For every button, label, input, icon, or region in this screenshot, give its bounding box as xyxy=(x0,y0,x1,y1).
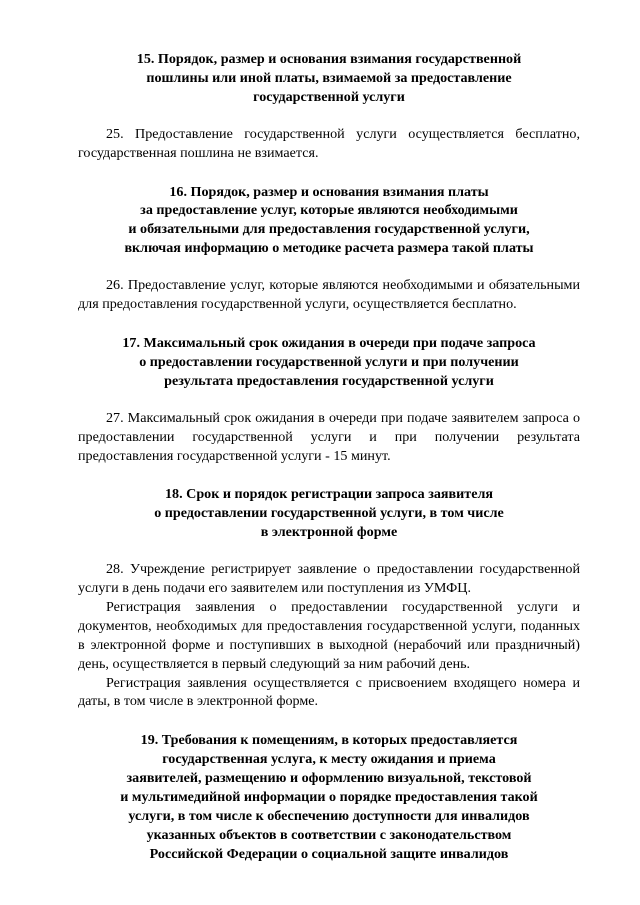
document-page xyxy=(78,50,580,864)
heading-line: 19. Требования к помещениям, в которых предоставляется xyxy=(140,732,518,749)
section-heading xyxy=(78,334,580,391)
heading-line: пошлины или иной платы, взимаемой за предоставление xyxy=(146,69,512,86)
heading-line: 18. Срок и порядок регистрации запроса заявителя xyxy=(165,486,493,503)
section-heading xyxy=(78,50,580,107)
paragraph: 27. Максимальный срок ожидания в очереди при подаче заявителем запроса о предоставлении государственной услуги и при получении результата предоставления государственной услуги - 15 минут. xyxy=(78,409,580,464)
heading-line: о предоставлении государственной услуги, в том числе xyxy=(154,505,504,522)
heading-line: Российской Федерации о социальной защите инвалидов xyxy=(149,845,509,862)
section-heading xyxy=(78,731,580,863)
paragraph: 26. Предоставление услуг, которые являются необходимыми и обязательными для предоставления государственной услуги, осуществляется бесплатно. xyxy=(78,277,580,313)
heading-line: указанных объектов в соответствии с законодательством xyxy=(146,826,512,843)
heading-line: и обязательными для предоставления государственной услуги, xyxy=(128,221,530,238)
heading-line: 17. Максимальный срок ожидания в очереди при подаче запроса xyxy=(122,334,536,351)
heading-line: государственная услуга, к месту ожидания и приема xyxy=(162,751,496,768)
heading-line: услуги, в том числе к обеспечению доступности для инвалидов xyxy=(128,808,530,824)
heading-line: результата предоставления государственной услуги xyxy=(164,372,494,389)
section-heading xyxy=(78,183,580,259)
heading-line: включая информацию о методике расчета размера такой платы xyxy=(124,240,534,257)
heading-line: в электронной форме xyxy=(260,524,398,541)
heading-line: заявителей, размещению и оформлению визуальной, текстовой xyxy=(126,770,532,787)
section-heading xyxy=(78,485,580,542)
paragraph: 25. Предоставление государственной услуги осуществляется бесплатно, государственная пошлина не взимается. xyxy=(78,125,580,161)
heading-line: о предоставлении государственной услуги и при получении xyxy=(139,353,519,370)
heading-line: и мультимедийной информации о порядке предоставления такой xyxy=(120,789,538,806)
heading-line: государственной услуги xyxy=(253,88,405,105)
paragraph: 28. Учреждение регистрирует заявление о предоставлении государственной услуги в день подачи его заявителем или поступления из УМФЦ. xyxy=(78,561,580,597)
heading-line: 16. Порядок, размер и основания взимания платы xyxy=(169,183,489,200)
heading-line: 15. Порядок, размер и основания взимания государственной xyxy=(136,51,522,67)
paragraph: Регистрация заявления о предоставлении государственной услуги и документов, необходимых для предоставления государственной услуги, поданных в электронной форме и поступивших в выходной (нерабочий или праздничный) день, осуществляется в первый следующий за ним рабочий день. xyxy=(78,598,580,672)
heading-line: за предоставление услуг, которые являются необходимыми xyxy=(140,202,518,219)
paragraph: Регистрация заявления осуществляется с присвоением входящего номера и даты, в том числе в электронной форме. xyxy=(78,674,580,710)
